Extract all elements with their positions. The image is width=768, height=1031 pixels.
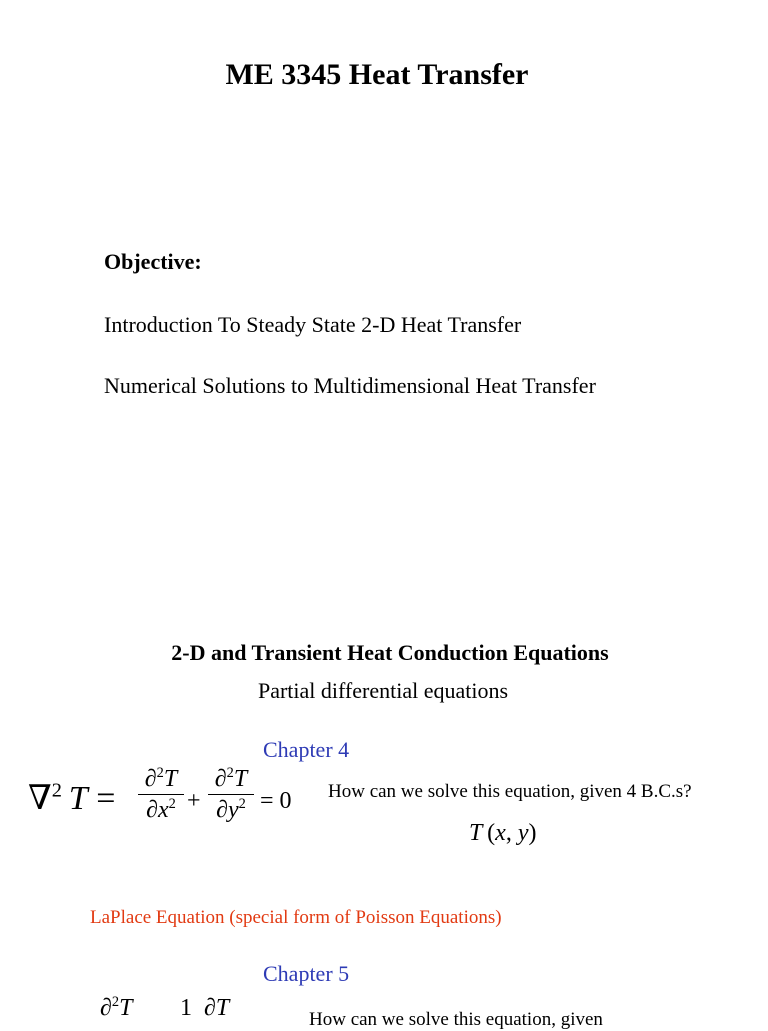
fraction-d2t-dx2: ∂$^2$T $\partial x^2$: [138, 766, 184, 823]
chapter-4-label: Chapter 4: [263, 737, 350, 762]
plus-sign: +: [187, 788, 201, 814]
chapter-5-label: Chapter 5: [263, 961, 350, 986]
objective-item-1: Introduction To Steady State 2-D Heat Transfer: [104, 312, 522, 337]
objective-item-2: Numerical Solutions to Multidimensional Heat Transfer: [104, 373, 596, 398]
fraction-d2t-numerator: ∂$^2$T: [100, 994, 133, 1021]
laplace-note: LaPlace Equation (special form of Poisson Equations): [90, 907, 502, 928]
page-title: ME 3345 Heat Transfer: [225, 58, 529, 91]
fraction-1-dt-numerator: 1 ∂T: [180, 995, 230, 1021]
section-heading: 2-D and Transient Heat Conduction Equations: [171, 640, 609, 665]
section-subheading: Partial differential equations: [257, 678, 509, 703]
chapter-5-question: How can we solve this equation, given: [309, 1009, 603, 1030]
objective-label: Objective:: [104, 249, 202, 274]
laplacian-lhs: ∇$^2$ T =: [28, 779, 116, 817]
equals-zero: = 0: [260, 788, 292, 814]
fraction-d2t-dy2: ∂$^2$T $\partial y^2$: [208, 766, 254, 823]
chapter-4-question: How can we solve this equation, given 4 B.C.s?: [328, 781, 692, 802]
function-t-of-xy: T (x, y): [469, 820, 537, 846]
